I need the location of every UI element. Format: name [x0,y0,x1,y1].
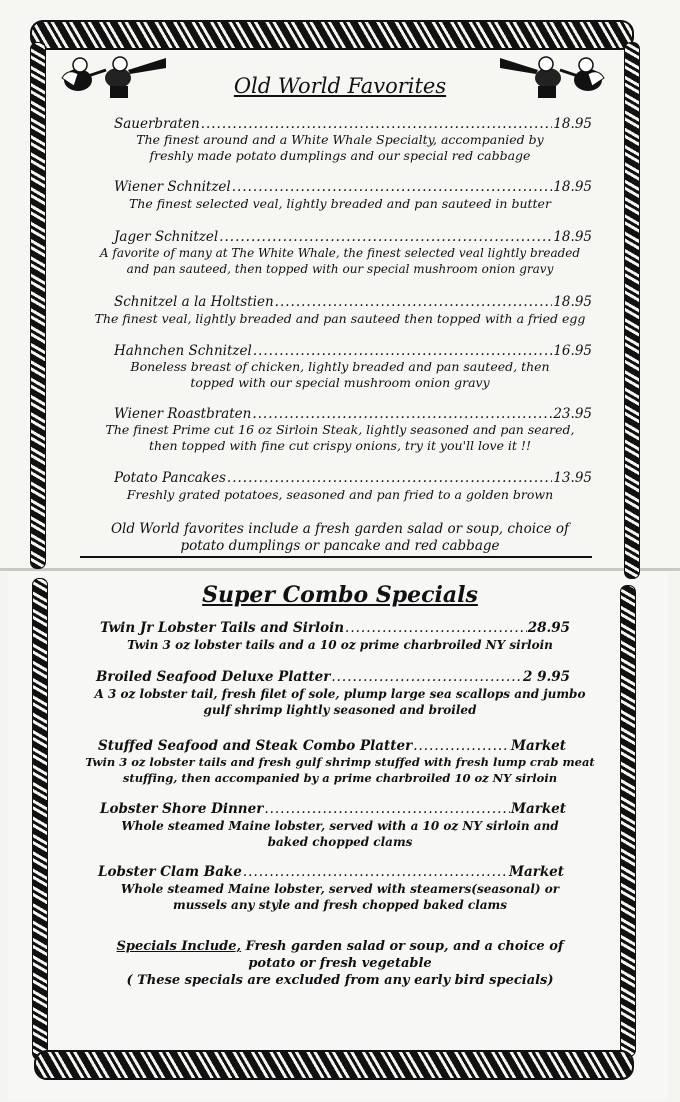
menu-item-potato-pancakes [114,470,592,486]
item-description: The finest around and a White Whale Specialty, accompanied by freshly made potato dumplings and our special red cabbage [136,132,544,163]
item-name: Hahnchen Schnitzel [114,343,252,359]
item-price: 2 9.95 [523,669,570,685]
item-price: 18.95 [553,294,592,310]
menu-item-seafood-deluxe-platter [96,669,570,685]
item-price: 18.95 [553,229,592,245]
menu-item-twin-lobster-sirloin [100,620,570,636]
menu-item-sauerbraten [114,116,592,132]
menu-item-stuffed-seafood-steak [98,738,566,754]
menu-item-hahnchen-schnitzel [114,343,592,359]
combo-specials-note: Specials Include, Fresh garden salad or soup, and a choice of potato or fresh vegetable ( These specials are excluded from any early bird specials) [116,939,564,988]
item-name: Twin Jr Lobster Tails and Sirloin [100,620,345,636]
page-fold [0,568,680,571]
item-description: Twin 3 oz lobster tails and a 10 oz prime charbroiled NY sirloin [127,638,553,652]
item-name: Schnitzel a la Holtstien [114,294,274,310]
item-description: Boneless breast of chicken, lightly breaded and pan sauteed, then topped with our special mushroom onion gravy [130,359,550,390]
menu-item-lobster-shore-dinner [100,801,566,817]
item-name: Jager Schnitzel [114,229,219,245]
item-price: Market [511,801,566,817]
item-name: Broiled Seafood Deluxe Platter [96,669,331,685]
menu-item-wiener-schnitzel [114,179,592,195]
item-price: 13.95 [553,470,592,486]
item-description: The finest selected veal, lightly breaded and pan sauteed in butter [129,196,551,211]
menu-item-wiener-roastbraten [114,406,592,422]
item-price: 23.95 [553,406,592,422]
item-price: Market [509,864,564,880]
rope-border-top [30,20,634,50]
item-price: 16.95 [553,343,592,359]
menu-item-jager-schnitzel [114,229,592,245]
item-description: Freshly grated potatoes, seasoned and pan fried to a golden brown [126,487,554,502]
rope-border-left-upper [30,42,46,569]
old-world-divider [80,556,592,558]
specials-label: Specials Include, [116,939,242,954]
item-name: Wiener Roastbraten [114,406,252,422]
item-description: Whole steamed Maine lobster, served with steamers(seasonal) or mussels any style and fresh chopped baked clams [120,882,560,912]
item-name: Lobster Shore Dinner [100,801,264,817]
item-price: 18.95 [553,179,592,195]
menu-item-schnitzel-holtstien [114,294,592,310]
section-title-combo: Super Combo Specials [202,582,478,608]
item-name: Wiener Schnitzel [114,179,231,195]
item-description: Twin 3 oz lobster tails and fresh gulf shrimp stuffed with fresh lump crab meat stuffing, then accompanied by a prime charbroiled 10 oz NY sirloin [85,755,595,785]
item-name: Lobster Clam Bake [98,864,242,880]
rope-border-bottom [34,1050,634,1080]
item-description: A favorite of many at The White Whale, the finest selected veal lightly breaded and pan sauteed, then topped with our special mushroom onion gravy [99,246,581,276]
item-name: Stuffed Seafood and Steak Combo Platter [98,738,413,754]
item-description: A 3 oz lobster tail, fresh filet of sole, plump large sea scallops and jumbo gulf shrimp lightly seasoned and broiled [94,687,586,717]
old-world-note: Old World favorites include a fresh garden salad or soup, choice of potato dumplings or pancake and red cabbage [110,521,570,554]
item-description: The finest Prime cut 16 oz Sirloin Steak, lightly seasoned and pan seared, then topped with fine cut crispy onions, try it you'll love it !! [105,422,575,453]
item-price: Market [511,738,566,754]
item-name: Potato Pancakes [114,470,226,486]
rope-border-right-upper [624,42,640,579]
item-description: The finest veal, lightly breaded and pan sauteed then topped with a fried egg [94,311,586,326]
section-title-old-world: Old World Favorites [233,74,447,98]
item-name: Sauerbraten [114,116,200,132]
item-description: Whole steamed Maine lobster, served with a 10 oz NY sirloin and baked chopped clams [121,819,559,849]
item-price: 28.95 [527,620,570,636]
menu-item-lobster-clam-bake [98,864,564,880]
item-price: 18.95 [553,116,592,132]
